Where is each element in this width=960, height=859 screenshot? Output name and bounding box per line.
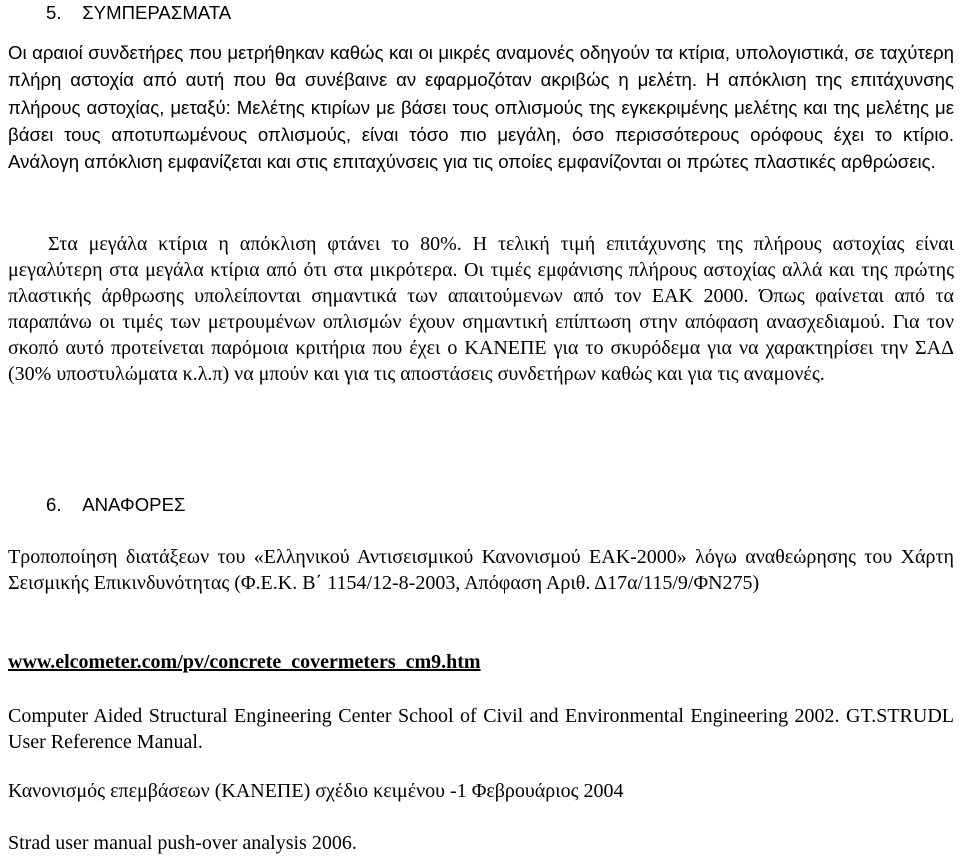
section-6-number: 6. [46, 494, 62, 515]
section-6-title: ΑΝΑΦΟΡΕΣ [82, 494, 186, 515]
conclusions-paragraph-1: Οι αραιοί συνδετήρες που μετρήθηκαν καθώς και οι μικρές αναμονές οδηγούν τα κτίρια, υπολογιστικά, σε ταχύτερη πλήρη αστοχία από αυτή που θα συνέβαινε αν εφαρμοζόταν ακριβώς η μελέτη. Η απόκλιση της επιτάχυνσης πλήρους αστοχίας, μεταξύ: Μελέτης κτιρίων με βάσει τους οπλισμούς της εγκεκριμένης μελέτης και της μελέτης με βάσει τους αποτυπωμένους οπλισμούς, είναι τόσο πιο μεγάλη, όσο περισσότερους ορόφους έχει το κτίριο. Ανάλογη απόκλιση εμφανίζεται και στις επιταχύνσεις για τις οποίες εμφανίζονται οι πρώτες πλαστικές αρθρώσεις. [8, 42, 954, 173]
reference-item: Κανονισμός επεμβάσεων (ΚΑΝΕΠΕ) σχέδιο κειμένου -1 Φεβρουάριος 2004 [8, 780, 624, 802]
section-6-heading [46, 492, 185, 518]
reference-item: Strad user manual push-over analysis 2006. [8, 832, 357, 854]
conclusions-paragraph-2 [8, 231, 954, 387]
section-5-heading [46, 0, 231, 26]
reference-item: Computer Aided Structural Engineering Center School of Civil and Environmental Engineering 2002. GT.STRUDL User Reference Manual. [8, 705, 954, 753]
conclusions-paragraph-2-text: Στα μεγάλα κτίρια η απόκλιση φτάνει το 80%. Η τελική τιμή επιτάχυνσης της πλήρους αστοχίας είναι μεγαλύτερη στα μεγάλα κτίρια από ότι στα μικρότερα. Οι τιμές εμφάνισης πλήρους αστοχίας αλλά και της πρώτης πλαστικής άρθρωσης υπολείπονται σημαντικά των απαιτούμενων από τον ΕΑΚ 2000. Όπως φαίνεται από τα παραπάνω οι τιμές των μετρουμένων οπλισμών έχουν σημαντική επίπτωση στην απόφαση ανασχεδιαμού. Για τον σκοπό αυτό προτείνεται παρόμοια κριτήρια που έχει ο ΚΑΝΕΠΕ για το σκυρόδεμα για να χαρακτηρίσει την ΣΑΔ (30% υποστυλώματα κ.λ.π) να μπούν και για τις αποστάσεις συνδετήρων καθώς και για τις αναμονές. [8, 233, 954, 385]
section-5-title: ΣΥΜΠΕΡΑΣΜΑΤΑ [82, 2, 232, 23]
reference-item: Τροποποίηση διατάξεων του «Ελληνικού Αντισεισμικού Κανονισμού ΕΑΚ-2000» λόγω αναθεώρησης του Χάρτη Σεισμικής Επικινδυνότητας (Φ.Ε.Κ. Β΄ 1154/12-8-2003, Απόφαση Αριθ. Δ17α/115/9/ΦΝ275) [8, 546, 954, 594]
reference-item [8, 649, 954, 675]
elcometer-link[interactable]: www.elcometer.com/pv/concrete_covermeters_cm9.htm [8, 651, 481, 673]
section-5-number: 5. [46, 2, 62, 23]
